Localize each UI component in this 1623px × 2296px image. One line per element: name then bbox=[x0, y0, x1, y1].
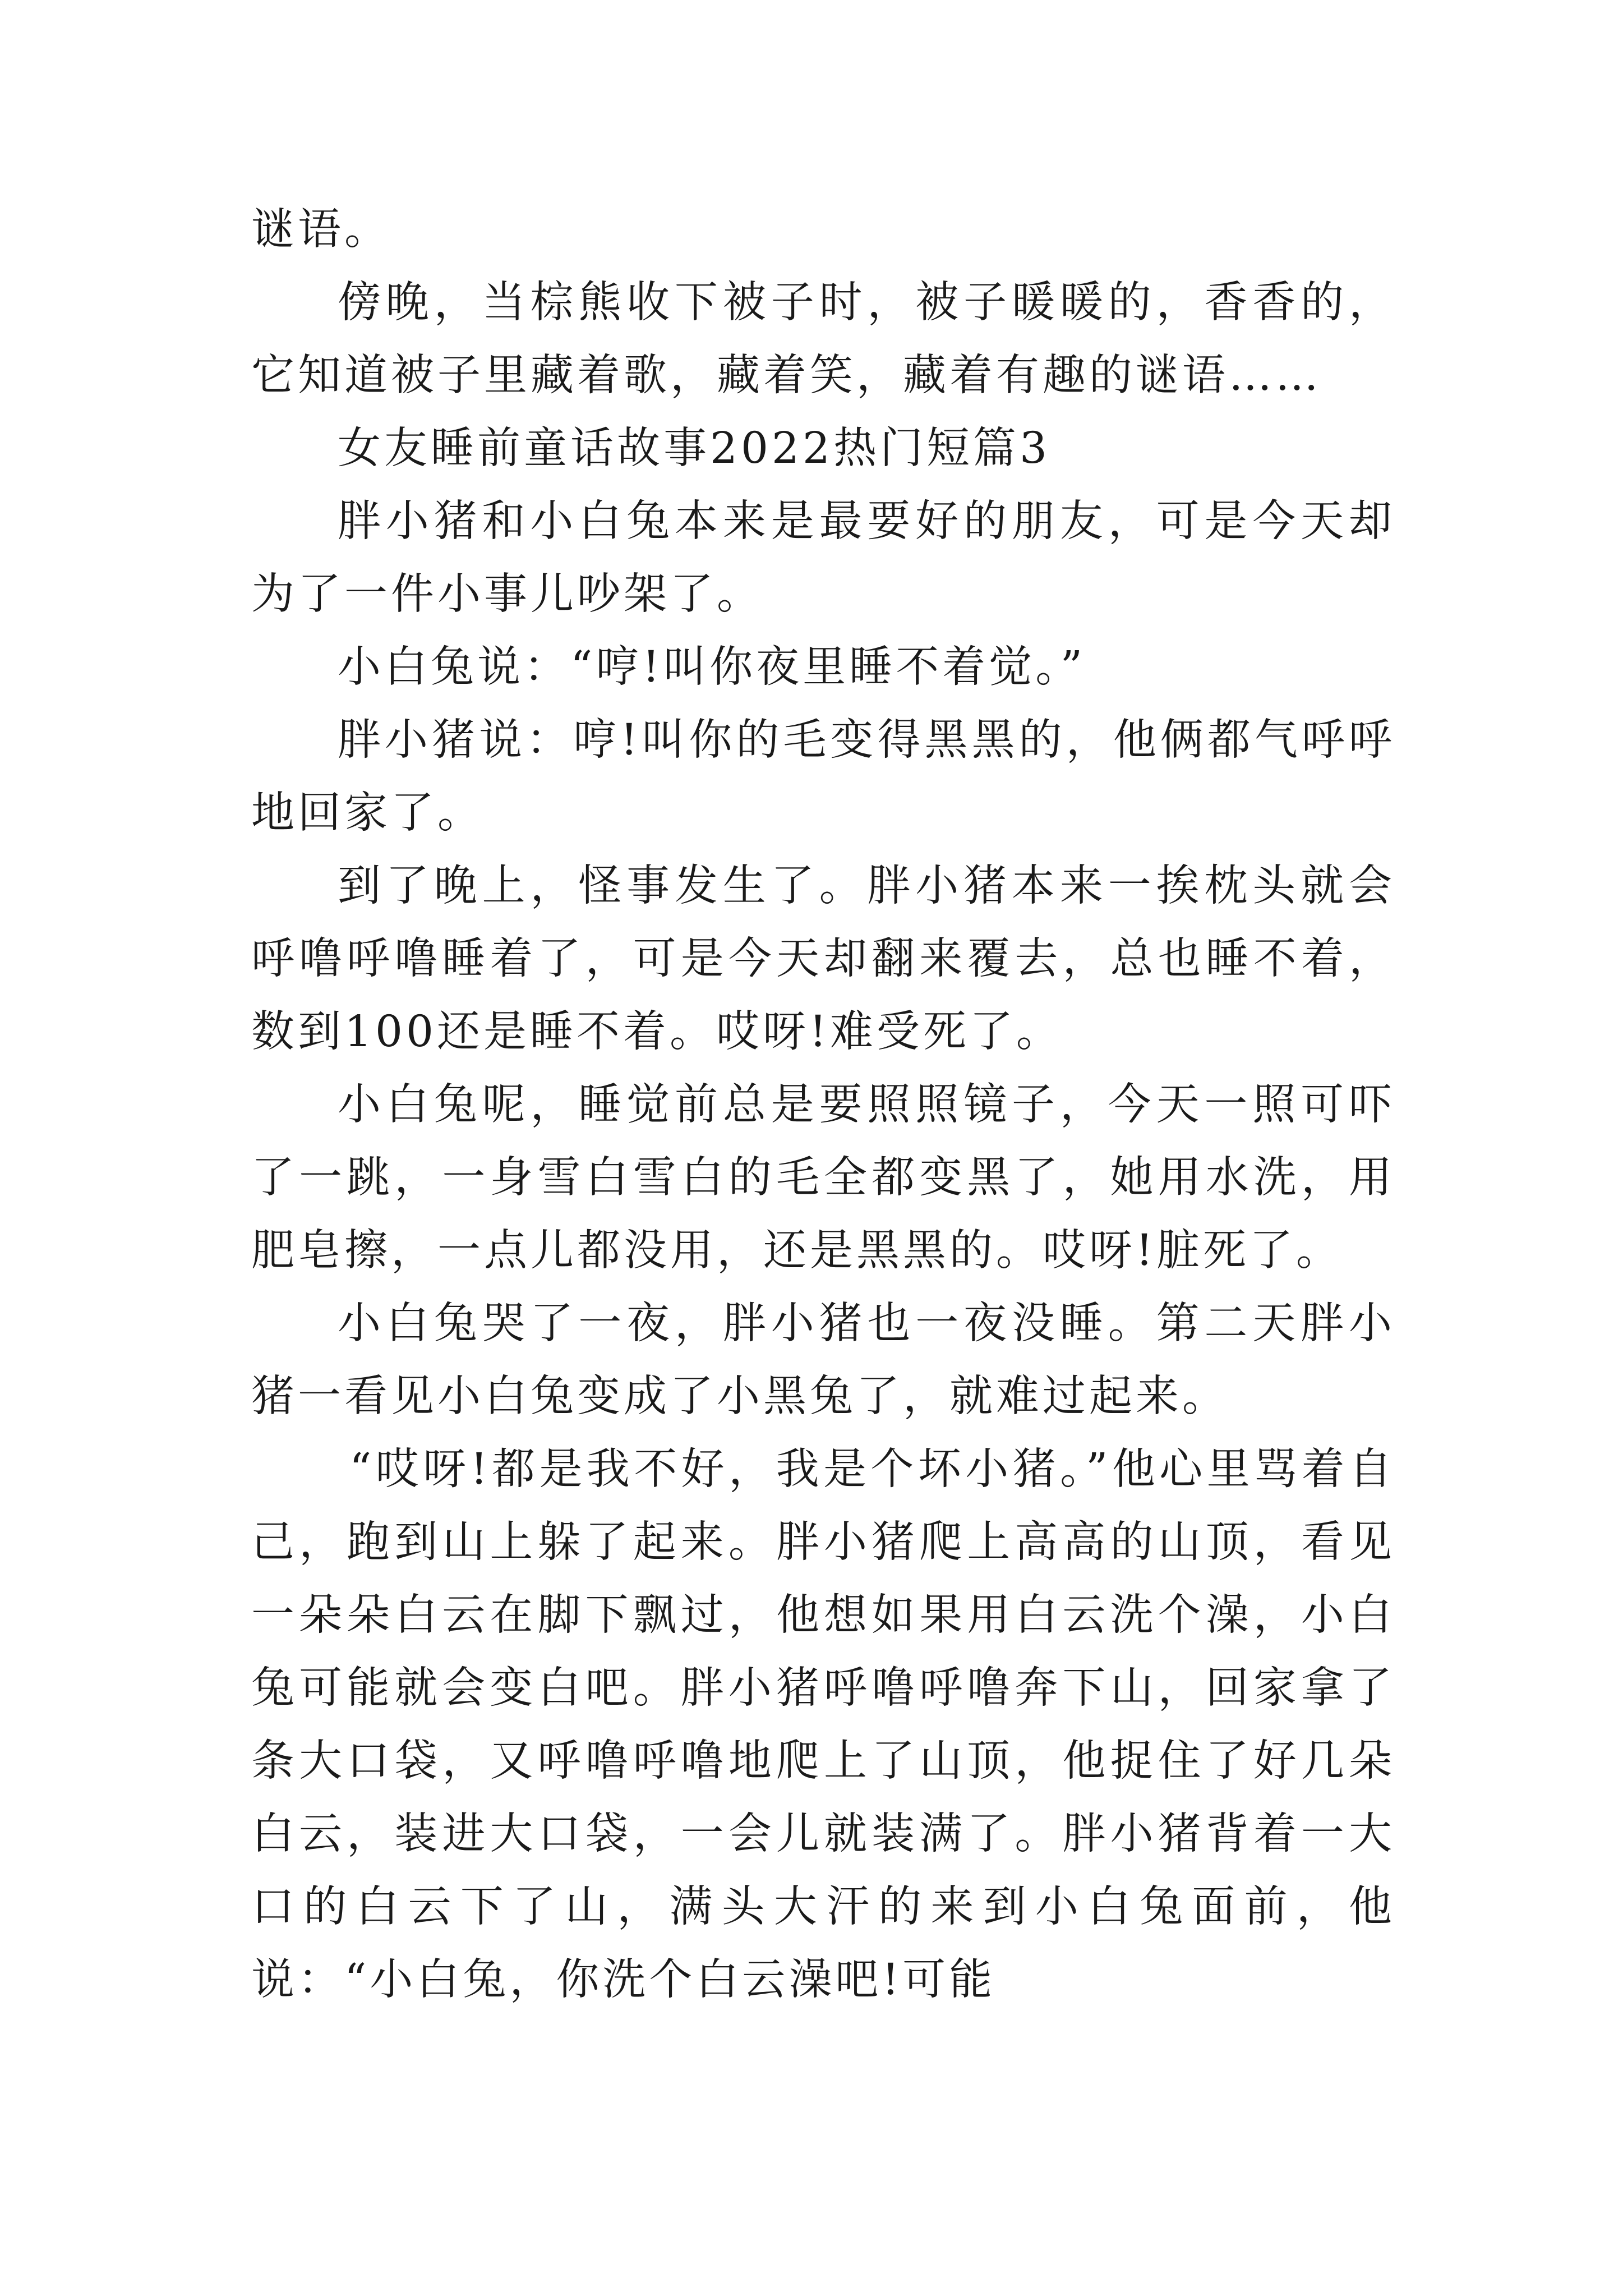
paragraph-rabbit-mirror: 小白兔呢，睡觉前总是要照照镜子，今天一照可吓了一跳，一身雪白雪白的毛全都变黑了，她用水洗，用肥皂擦，一点儿都没用，还是黑黑的。哎呀!脏死了。 bbox=[251, 1080, 1395, 1276]
paragraph-night-strange: 到了晚上，怪事发生了。胖小猪本来一挨枕头就会呼噜呼噜睡着了，可是今天却翻来覆去，总也睡不着，数到100还是睡不着。哎呀!难受死了。 bbox=[251, 861, 1395, 1057]
paragraph-friends-quarrel: 胖小猪和小白兔本来是最要好的朋友，可是今天却为了一件小事儿吵架了。 bbox=[251, 496, 1395, 619]
paragraph-evening-bear: 傍晚，当棕熊收下被子时，被子暖暖的，香香的，它知道被子里藏着歌，藏着笑，藏着有趣的谜语…… bbox=[251, 278, 1395, 401]
paragraph-rabbit-says: 小白兔说：“哼!叫你夜里睡不着觉。” bbox=[338, 642, 1086, 692]
story-heading: 女友睡前童话故事2022热门短篇3 bbox=[338, 424, 1050, 473]
paragraph-white-cloud: “哎呀!都是我不好，我是个坏小猪。”他心里骂着自己，跑到山上躲了起来。胖小猪爬上高高的山顶，看见一朵朵白云在脚下飘过，他想如果用白云洗个澡，小白兔可能就会变白吧。胖小猪呼噜呼噜奔下山，回家拿了条大口袋，又呼噜呼噜地爬上了山顶，他捉住了好几朵白云，装进大口袋，一会儿就装满了。胖小猪背着一大口的白云下了山，满头大汗的来到小白兔面前，他说：“小白兔，你洗个白云澡吧!可能 bbox=[251, 1444, 1395, 2005]
paragraph-pig-says: 胖小猪说：哼!叫你的毛变得黑黑的，他俩都气呼呼地回家了。 bbox=[251, 715, 1395, 838]
document-body bbox=[251, 194, 1395, 2017]
paragraph-continuation: 谜语。 bbox=[251, 205, 391, 255]
paragraph-next-day: 小白兔哭了一夜，胖小猪也一夜没睡。第二天胖小猪一看见小白兔变成了小黑兔了，就难过起来。 bbox=[251, 1299, 1395, 1421]
